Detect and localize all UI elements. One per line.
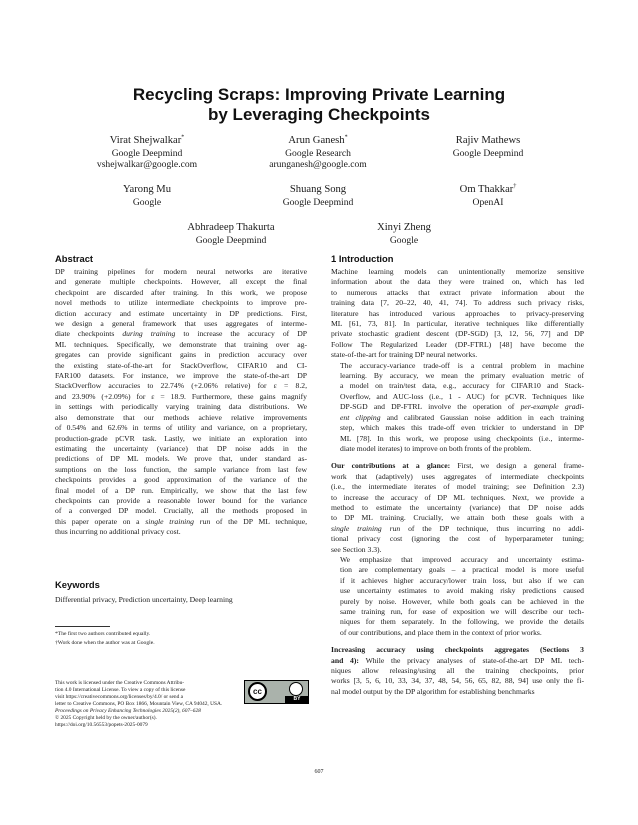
text-line: We emphasize that improved accuracy and uncertainty estima- xyxy=(340,554,584,564)
text-line: (i.e., the intermediate iterates of model training; see Definition 2.3) xyxy=(331,482,584,492)
text-line: training data [7, 20–22, 40, 41, 74]. To address such privacy risks, xyxy=(331,298,584,308)
text-line: checkpoints can provide a reasonable lower bound for the variance xyxy=(55,495,307,505)
text-line: information about the data they were trained on, which has led xyxy=(331,277,584,287)
text-line: StackOverflow accuracies to 22.74% (+2.06% relative) for ε = 8.2, xyxy=(55,381,307,391)
text-line: final model of a DP run. Empirically, we show that the last few xyxy=(55,485,307,495)
cc-logo-icon: cc xyxy=(248,682,267,701)
text-line: to increase the accuracy of DP ML techniques. Next, we provide a xyxy=(331,492,584,502)
text-line: of our contributions, and place them in the context of prior works. xyxy=(340,627,542,637)
text-line: we design a general framework that uses aggregates of interme- xyxy=(55,319,307,329)
text-line: Machine learning models can unintentionally memorize sensitive xyxy=(331,267,584,276)
abstract-body xyxy=(55,267,307,538)
text-line: FAR100 datasets. For instance, we improve the state-of-the-art DP xyxy=(55,371,307,381)
text-line: niques allow releasing/using all the training checkpoints, prior xyxy=(331,666,584,676)
text-line: production-grade pCVR task. Lastly, we initiate an exploration into xyxy=(55,433,307,443)
author-block: Abhradeep Thakurta Google Deepmind xyxy=(187,222,275,246)
text-line: Our contributions at a glance: First, we design a general frame- xyxy=(331,461,584,471)
by-label: BY xyxy=(285,696,309,703)
text-line: purely by noise. However, while both goals can be achieved in the xyxy=(340,596,584,606)
text-line: diate model iterates) to improve on both fronts of the problem. xyxy=(340,443,532,453)
text-line: diction accuracy and estimate uncertainty in DP predictions. First, xyxy=(55,308,307,318)
text-line: if it achieves higher accuracy/lower train loss, but also if we can xyxy=(340,575,584,585)
attribution-person-icon xyxy=(289,682,303,696)
text-line: of 0.54% and 62.6% in terms of utility and variance, on a proprietary, xyxy=(55,423,307,433)
text-line: learning. By accuracy, we mean the primary evaluation metric of xyxy=(340,371,584,381)
text-line: checkpoints provides a good approximation of the variance of the xyxy=(55,475,307,485)
page-number: 607 xyxy=(314,769,324,775)
text-line: private stochastic gradient descent (DP-SGD) [3, 12, 56, 77] and DP xyxy=(331,329,584,339)
text-line: ent clipping and calibrated Gaussian noise addition in each training xyxy=(340,412,584,422)
text-line: state-of-the-art for training DP neural networks. xyxy=(331,350,478,360)
text-line: checkpoint are discarded after training. In this work, we propose xyxy=(55,287,307,297)
text-line: Follow The Regularized Leader (DP-FTRL) [48] have become the xyxy=(331,339,584,349)
text-line: work that (adaptively) uses aggregates of intermediate checkpoints xyxy=(331,471,584,481)
text-line: and 4): While the privacy analyses of state-of-the-art DP ML tech- xyxy=(331,655,585,665)
footnote-rule xyxy=(55,626,110,627)
text-line: tional privacy cost (ignoring the cost of hyperparameter tuning; xyxy=(331,534,584,544)
text-line: and generate multiple checkpoints. However, all except the final xyxy=(55,277,307,287)
author-block: Xinyi Zheng Google xyxy=(377,222,431,246)
text-line: to numerous attacks that extract private information about the xyxy=(331,287,584,297)
text-line: the existing state-of-the-art for StackOverflow, CIFAR10 and CI- xyxy=(55,360,307,370)
introduction-body xyxy=(331,267,584,697)
text-line: gregates can provide significant gains in prediction accuracy over xyxy=(55,350,307,360)
author-block: Om Thakkar† OpenAI xyxy=(459,183,517,208)
text-line: sumptions on the loss function, the sample variance from last few xyxy=(55,464,307,474)
text-line: also demonstrate that our methods achieve relative improvements xyxy=(55,412,307,422)
text-line: DP-SGD and DP-FTRL involve the operation of per-example gradi- xyxy=(340,402,584,412)
author-block: Shuang Song Google Deepmind xyxy=(282,184,354,208)
paper-title: Recycling Scraps: Improving Private Learning by Leveraging Checkpoints xyxy=(132,85,506,124)
text-line: tion are complementary goals – a practical model is more useful xyxy=(340,565,584,575)
text-line: works [3, 5, 6, 10, 33, 34, 37, 48, 54, 56, 65, 82, 88, 94] use only the fi- xyxy=(331,676,584,686)
section-heading-introduction: 1 Introduction xyxy=(331,253,394,264)
text-line: same training run, for ease of exposition we will describe our tech- xyxy=(340,607,584,616)
text-line: see Section 3.3). xyxy=(331,544,382,554)
abstract-heading: Abstract xyxy=(55,253,94,264)
text-line: ML [78]. In this work, we propose using checkpoints (i.e., interme- xyxy=(340,433,584,443)
text-line: ML [61, 73, 81]. In particular, iterative techniques like differentially xyxy=(331,319,584,329)
keywords-heading: Keywords xyxy=(55,579,100,590)
text-line: and 23.90% (+2.09%) for ε = 18.9. Furthermore, these gains magnify xyxy=(55,391,307,401)
text-line: nal model output by the DP algorithm for establishing benchmarks xyxy=(331,686,535,696)
author-block: Yarong Mu Google xyxy=(122,184,172,208)
text-line: of a converged DP model. Crucially, all the methods proposed in xyxy=(55,506,307,516)
text-line: estimating the uncertainty (variance) that DP noise adds in the xyxy=(55,443,307,453)
text-line: ML techniques. Specifically, we demonstrate that training over ag- xyxy=(55,339,307,349)
license-block-bottom: letter to Creative Commons, PO Box 1866, Mountain View, CA 94042, USA. Proceedings on Privacy Enhancing Technologies 2025(2), 607–628 © 2025 Copyright held by the owner/author(s). https://doi.org/10.56553/popets-2025-0079 xyxy=(55,701,223,728)
text-line: a model on train/test data, e.g., accuracy for CIFAR10 and Stack- xyxy=(340,381,584,391)
license-block: This work is licensed under the Creative Commons Attribu- tion 4.0 International License. To view a copy of this license visit https://creativecommons.org/licenses/by/4.0/ or send a xyxy=(55,680,186,700)
text-line: single training run of the DP technique, thus incurring no addi- xyxy=(331,523,584,533)
author-block: Rajiv Mathews Google Deepmind xyxy=(452,135,524,159)
text-line: method to estimate the uncertainty (variance) that DP noise adds xyxy=(331,502,584,512)
text-line: literature has introduced various approaches to privacy-preserving xyxy=(331,308,584,318)
text-line: predictions of DP ML models. We prove that, under standard as- xyxy=(55,454,307,464)
text-line: step, which makes this trade-off even trickier to understand in DP xyxy=(340,423,584,433)
text-line: in settings with periodically varying training data distributions. We xyxy=(55,402,307,412)
text-line: novel methods to utilize intermediate checkpoints to improve pre- xyxy=(55,298,307,308)
text-line: diate checkpoints during training to increase the accuracy of DP xyxy=(55,329,307,339)
author-block: Virat Shejwalkar* Google Deepmind vshejwalkar@google.com xyxy=(96,134,198,170)
text-line: niques for them separately. In the following, we provide the details xyxy=(340,617,584,627)
keywords-text: Differential privacy, Prediction uncertainty, Deep learning xyxy=(55,595,233,604)
text-line: thus incurring no additional privacy cost. xyxy=(55,527,181,537)
text-line: this paper operate on a single training run of the DP ML technique, xyxy=(55,516,308,526)
text-line: The accuracy-variance trade-off is a central problem in machine xyxy=(340,360,584,370)
text-line: to DP ML training. Crucially, we attain both these goals with a xyxy=(331,513,584,523)
footnote: *The first two authors contributed equally. xyxy=(55,631,151,637)
cc-by-license-badge[interactable] xyxy=(244,680,309,704)
text-line: DP training pipelines for modern neural networks are iterative xyxy=(55,267,307,276)
text-line: use uncertainty estimates to avoid making risky predictions caused xyxy=(340,586,584,596)
text-line: Overflow, and AUC-loss (i.e., 1 - AUC) for pCVR. Techniques like xyxy=(340,391,584,401)
footnote: †Work done when the author was at Google. xyxy=(55,640,155,646)
text-line: Increasing accuracy using checkpoints aggregates (Sections 3 xyxy=(331,645,584,655)
author-block: Arun Ganesh* Google Research arunganesh@google.com xyxy=(269,134,367,170)
